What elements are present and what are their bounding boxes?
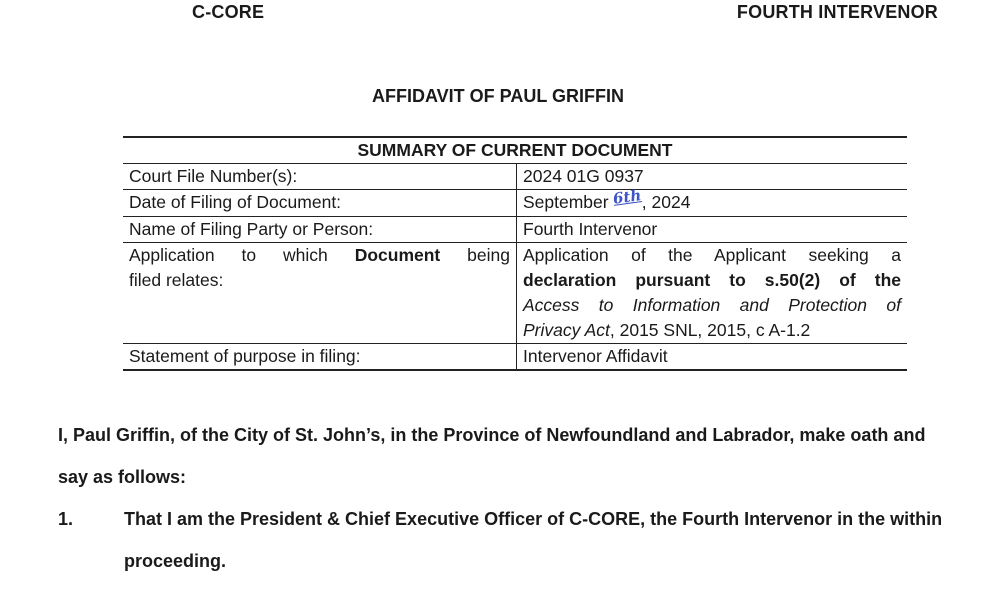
application-value-line1: Application of the Applicant seeking a — [523, 245, 901, 265]
table-row — [123, 243, 907, 344]
application-value-line2: declaration pursuant to s.50(2) of the — [523, 270, 901, 290]
application-label-bold: Document — [354, 245, 441, 265]
application-label-line2: filed relates: — [129, 270, 224, 290]
table-row — [123, 190, 907, 217]
party-label: Name of Filing Party or Person: — [123, 217, 517, 243]
application-label-text: Application to which — [129, 245, 355, 265]
table-row — [123, 344, 907, 371]
application-value-line3: Access to Information and Protection of — [523, 295, 901, 315]
header-right-role: FOURTH INTERVENOR — [736, 2, 938, 22]
header-left-party: C-CORE — [192, 2, 265, 22]
application-label-line1 — [129, 243, 510, 268]
act-name: Privacy Act — [523, 320, 610, 340]
document-title: AFFIDAVIT OF PAUL GRIFFIN — [372, 86, 624, 106]
table-row — [123, 164, 907, 190]
paragraph-number: 1. — [58, 509, 74, 529]
date-value — [517, 186, 908, 217]
deponent-name: Paul Griffin — [73, 425, 171, 445]
purpose-label: Statement of purpose in filing: — [123, 344, 517, 371]
application-value-line4 — [523, 318, 901, 343]
purpose-value: Intervenor Affidavit — [517, 344, 908, 371]
handwritten-day: 6th — [612, 186, 643, 208]
date-label: Date of Filing of Document: — [123, 190, 517, 217]
party-value: Fourth Intervenor — [517, 217, 908, 243]
application-label-text-2: being — [440, 245, 510, 265]
summary-heading: SUMMARY OF CURRENT DOCUMENT — [123, 137, 907, 164]
court-file-value: 2024 01G 0937 — [517, 164, 908, 190]
table-row — [123, 217, 907, 243]
intro-rest: , of the City of St. John’s, in the Province of Newfoundland and Labrador, make oath and say as follows: — [58, 425, 926, 487]
court-file-label: Court File Number(s): — [123, 164, 517, 190]
date-month: September — [523, 192, 609, 212]
intro-paragraph — [58, 414, 948, 498]
application-label — [123, 243, 517, 344]
paragraph-text: That I am the President & Chief Executive Officer of C-CORE, the Fourth Intervenor in the within proceeding. — [124, 509, 943, 571]
act-citation: , 2015 SNL, 2015, c A-1.2 — [609, 320, 811, 340]
summary-table — [123, 136, 907, 371]
date-year: , 2024 — [641, 192, 691, 212]
intro-pre: I, — [58, 425, 74, 445]
application-value — [517, 243, 908, 344]
